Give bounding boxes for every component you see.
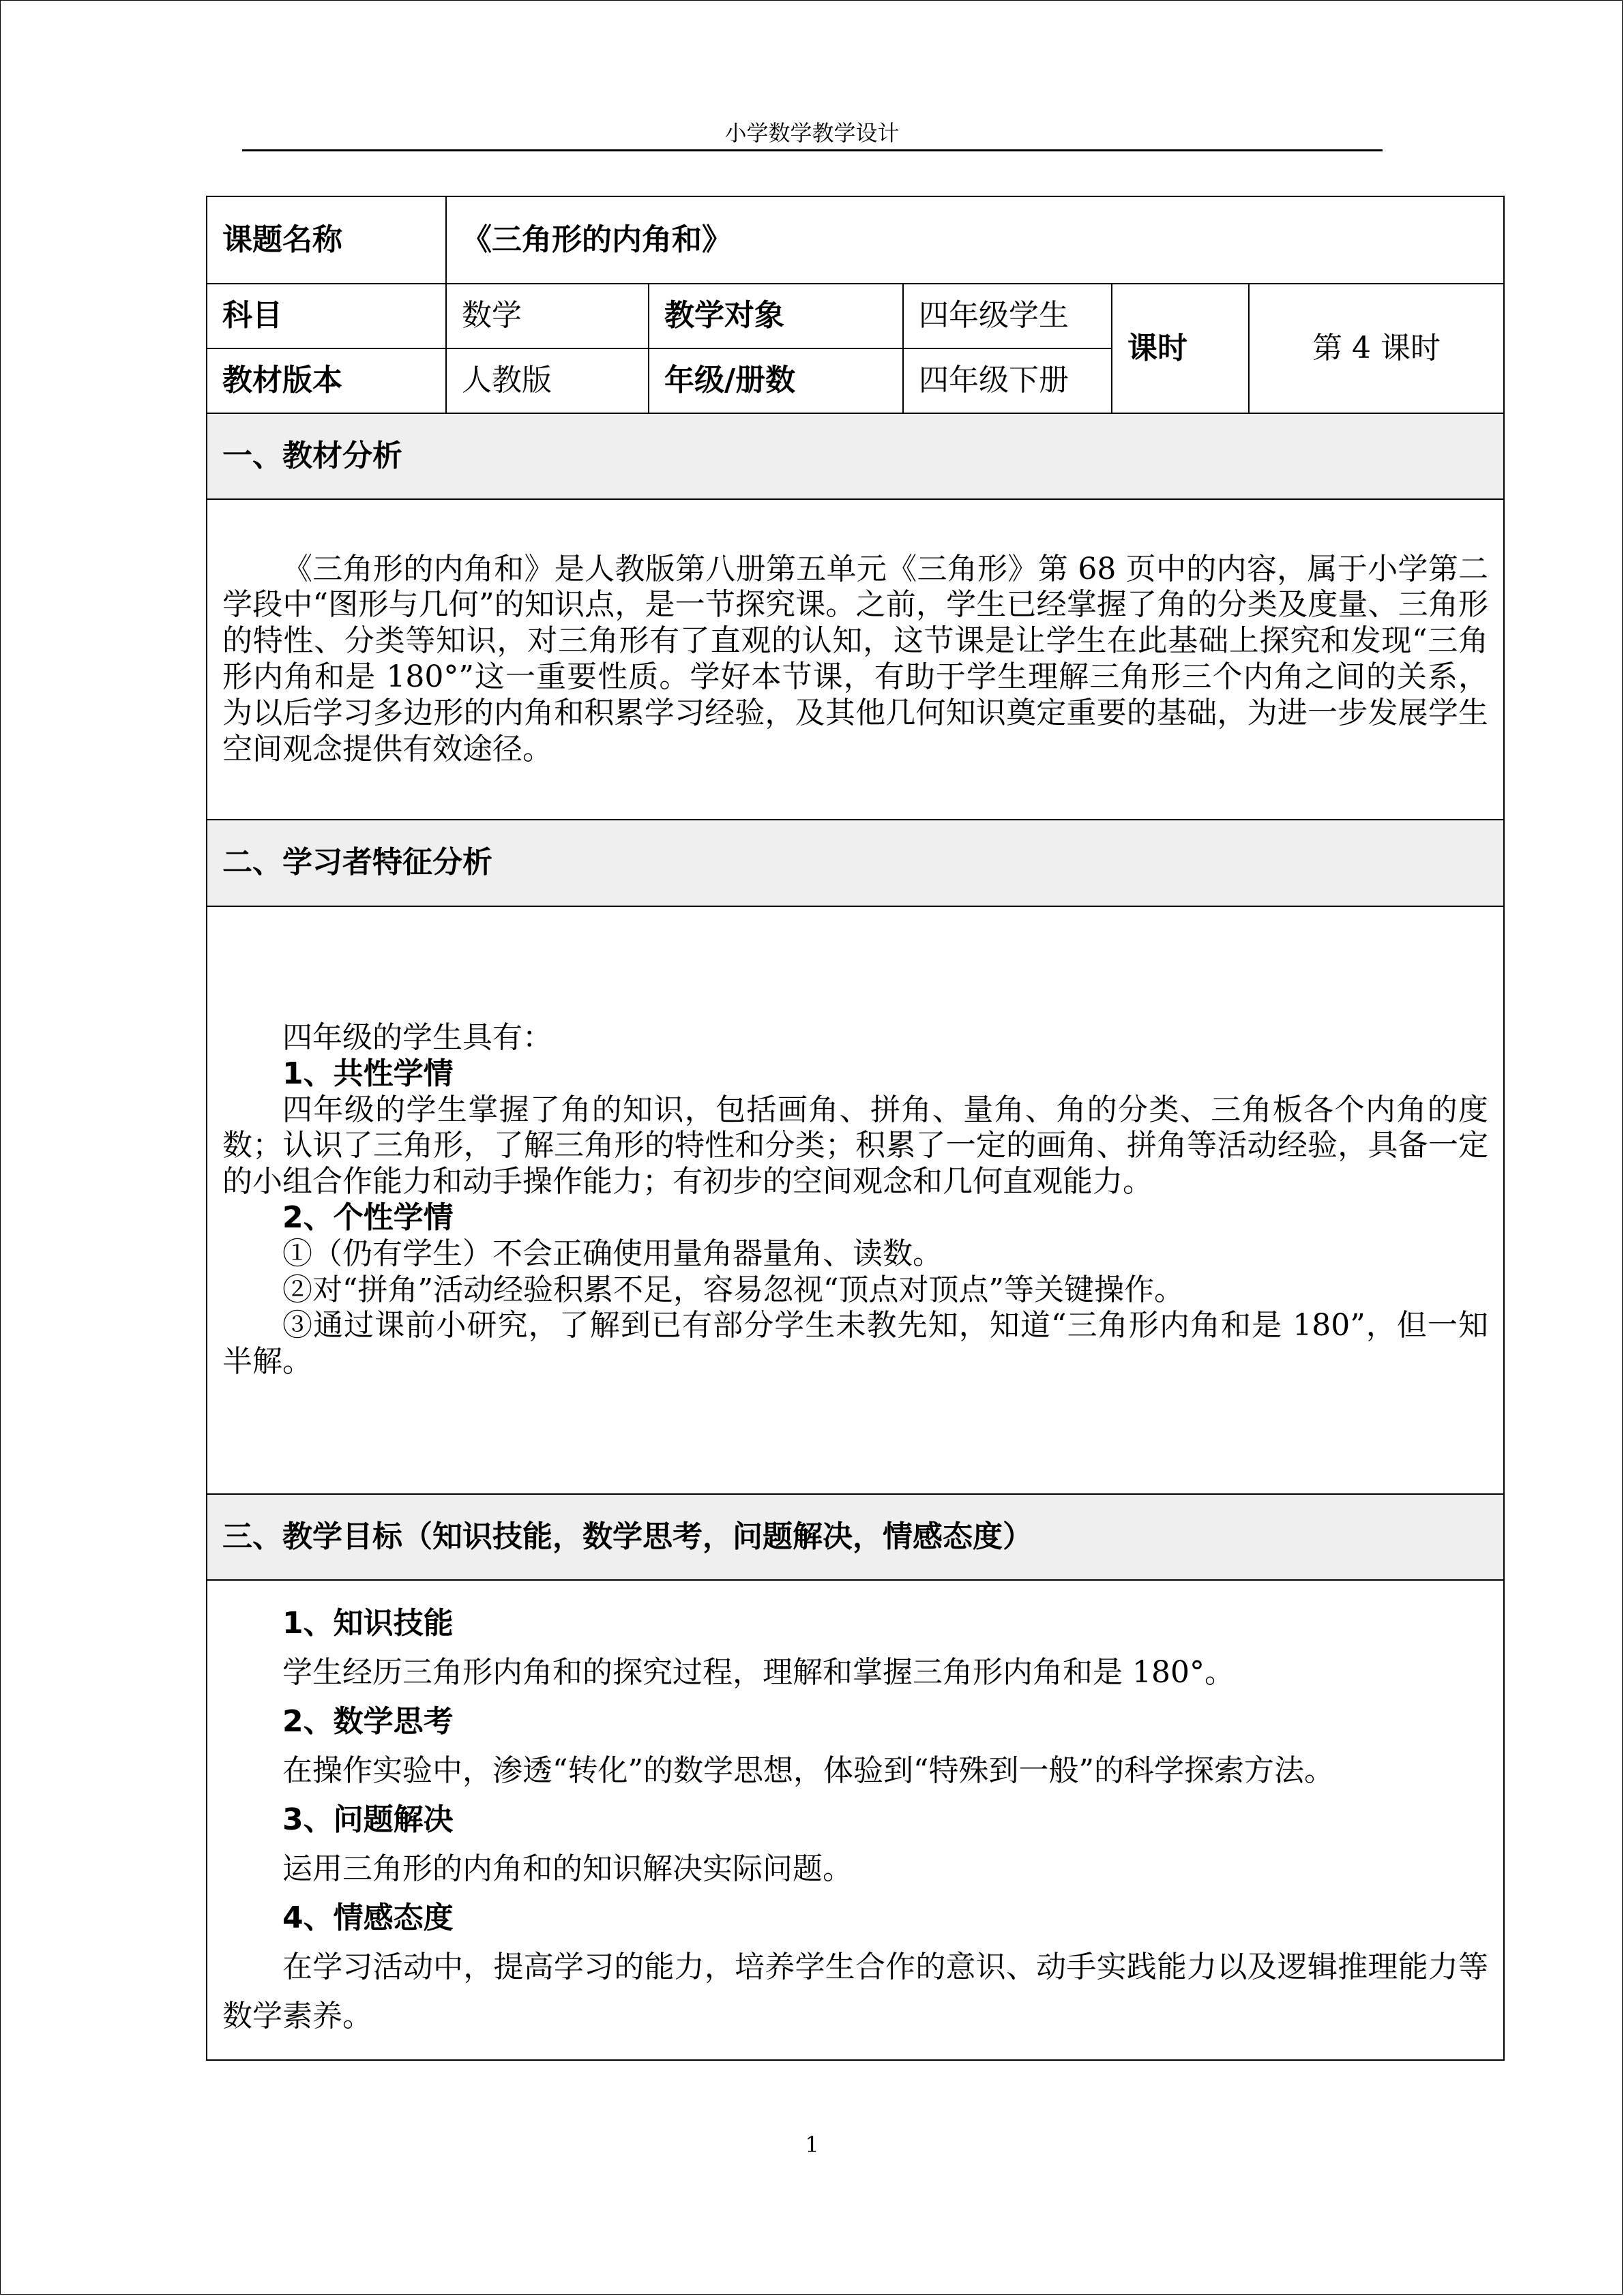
grade-label: 年级/册数 — [649, 348, 903, 413]
goal4-heading: 4、情感态度 — [282, 1900, 454, 1935]
goal2-text: 在操作实验中，渗透“转化”的数学思想，体验到“特殊到一般”的科学探索方法。 — [282, 1753, 1334, 1788]
textbook-value: 人教版 — [446, 348, 649, 413]
textbook-label: 教材版本 — [207, 348, 446, 413]
subject-label: 科目 — [207, 284, 446, 348]
goal1-text: 学生经历三角形内角和的探究过程，理解和掌握三角形内角和是 180°。 — [282, 1655, 1235, 1690]
section3-content-row — [207, 1580, 1504, 2060]
subject-row — [207, 284, 1504, 348]
section2-item-1: ①（仍有学生）不会正确使用量角器量角、读数。 — [282, 1236, 943, 1271]
section1-content-row — [207, 499, 1504, 820]
period-label: 课时 — [1112, 284, 1249, 413]
section1-header-row — [207, 413, 1504, 499]
period-value: 第 4 课时 — [1249, 284, 1504, 413]
goal3-heading: 3、问题解决 — [282, 1802, 454, 1837]
section2-item-3: ③通过课前小研究，了解到已有部分学生未教先知，知道“三角形内角和是 180”，但一知半解。 — [222, 1308, 1489, 1380]
course-value: 《三角形的内角和》 — [446, 196, 1504, 284]
goal2-heading: 2、数学思考 — [282, 1704, 454, 1739]
section3-header-row — [207, 1494, 1504, 1580]
goal3-text: 运用三角形的内角和的知识解决实际问题。 — [282, 1851, 853, 1886]
section2-content-row — [207, 906, 1504, 1494]
page-header: 小学数学教学设计 — [724, 120, 900, 146]
section2-intro: 四年级的学生具有： — [282, 1020, 552, 1056]
audience-value: 四年级学生 — [903, 284, 1112, 348]
course-row — [207, 196, 1504, 284]
section2-item-2: ②对“拼角”活动经验积累不足，容易忽视“顶点对顶点”等关键操作。 — [282, 1272, 1184, 1307]
goal4-text: 在学习活动中，提高学习的能力，培养学生合作的意识、动手实践能力以及逻辑推理能力等数学素养。 — [222, 1950, 1489, 2033]
course-label: 课题名称 — [207, 196, 446, 284]
audience-label: 教学对象 — [649, 284, 903, 348]
section3-content — [207, 1580, 1504, 2060]
grade-value: 四年级下册 — [903, 348, 1112, 413]
section3-title: 三、教学目标（知识技能，数学思考，问题解决，情感态度） — [207, 1494, 1504, 1580]
header-rule — [242, 149, 1383, 151]
subject-value: 数学 — [446, 284, 649, 348]
section1-paragraph: 《三角形的内角和》是人教版第八册第五单元《三角形》第 68 页中的内容，属于小学第二学段中“图形与几何”的知识点，是一节探究课。之前，学生已经掌握了角的分类及度量、三角形的特性、分类等知识，对三角形有了直观的认知，这节课是让学生在此基础上探究和发现“三角形内角和是 180°”这一重要性质。学好本节课，有助于学生理解三角形三个内角之间的关系，为以后学习多边形的内角和积累学习经验，及其他几何知识奠定重要的基础，为进一步发展学生空间观念提供有效途径。 — [222, 551, 1489, 766]
goal1-heading: 1、知识技能 — [282, 1606, 454, 1641]
section2-content — [207, 906, 1504, 1494]
section1-title: 一、教材分析 — [207, 413, 1504, 499]
lesson-plan-table — [206, 196, 1505, 2061]
section1-content — [207, 499, 1504, 820]
section2-sub1-text: 四年级的学生掌握了角的知识，包括画角、拼角、量角、角的分类、三角板各个内角的度数；认识了三角形，了解三角形的特性和分类；积累了一定的画角、拼角等活动经验，具备一定的小组合作能力和动手操作能力；有初步的空间观念和几何直观能力。 — [222, 1092, 1489, 1199]
section2-title: 二、学习者特征分析 — [207, 820, 1504, 906]
section2-header-row — [207, 820, 1504, 906]
section2-sub1-heading: 1、共性学情 — [282, 1056, 454, 1091]
section2-sub2-heading: 2、个性学情 — [282, 1200, 454, 1235]
page-number: 1 — [805, 2132, 819, 2158]
